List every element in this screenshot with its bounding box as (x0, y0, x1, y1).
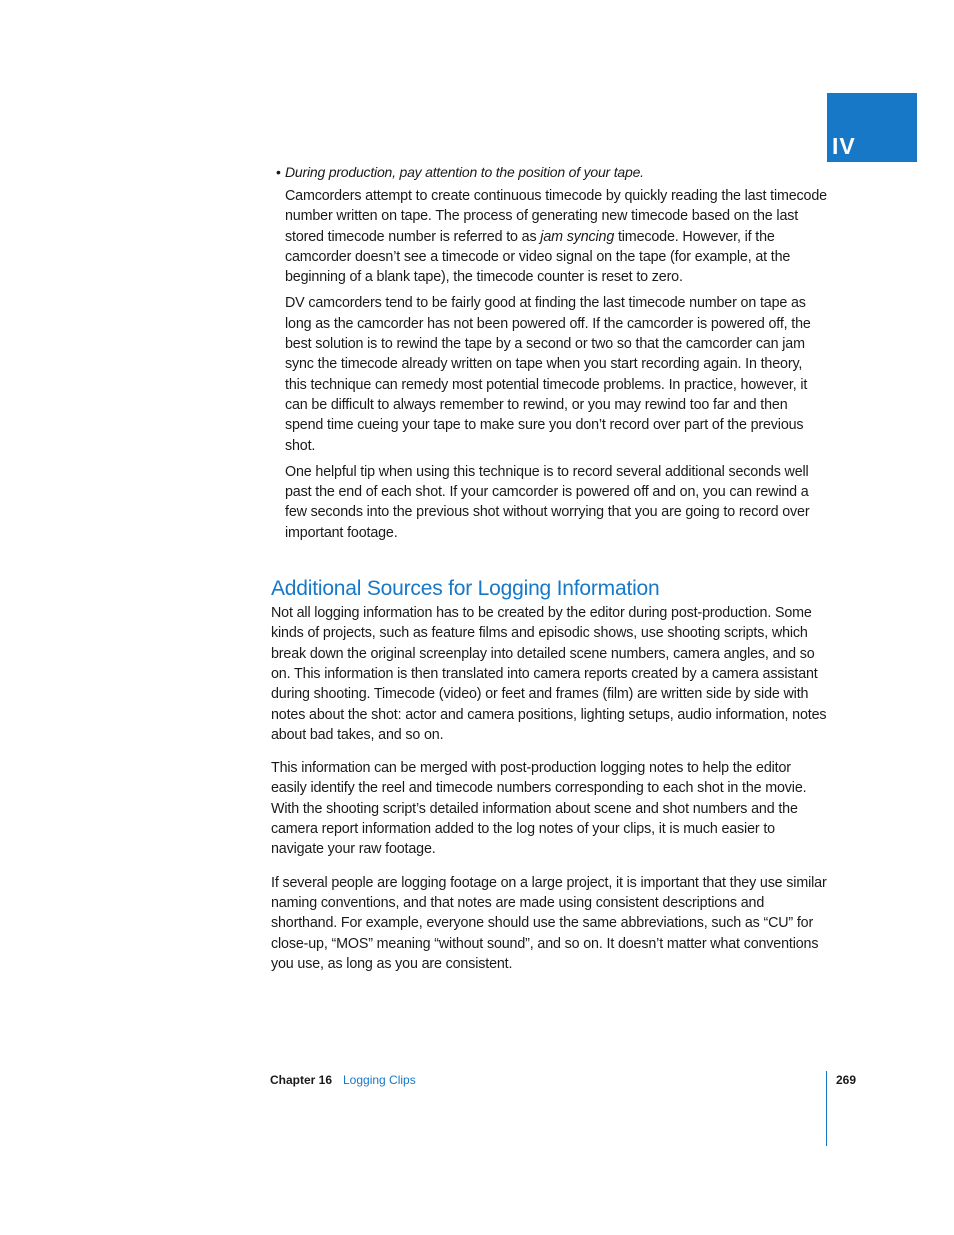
emphasis-term: jam syncing (540, 228, 615, 245)
footer-divider (826, 1071, 827, 1146)
section (271, 577, 827, 974)
bullet-item (271, 162, 827, 543)
bullet-body (285, 186, 827, 543)
bullet-symbol: • (276, 164, 281, 180)
chapter-label: Chapter 16 (270, 1073, 333, 1087)
paragraph-text: Camcorders attempt to create continuous timecode by quickly reading the last timecode number written on tape. The process of generating new timecode based on the last stored timecode number is referred to as (285, 188, 827, 245)
bullet-paragraph-1 (285, 186, 827, 287)
chapter-title-link[interactable]: Logging Clips (343, 1073, 416, 1087)
bullet-heading: During production, pay attention to the position of your tape. (285, 164, 644, 180)
part-tab-label: IV (832, 133, 856, 159)
section-heading: Additional Sources for Logging Information (271, 577, 660, 601)
section-paragraph-1: Not all logging information has to be created by the editor during post-production. Some kinds of projects, such as feature films and episodic shows, use shooting scripts, which break down the original screenplay into detailed scene numbers, camera angles, and so on. This information is then translated into camera reports created by a camera assistant during shooting. Timecode (video) or feet and frames (film) are written side by side with notes about the shot: actor and camera positions, lighting setups, audio information, notes about bad takes, and so on. (271, 605, 827, 743)
paragraph-text: timecode. However, if the camcorder doesn’t see a timecode or video signal on the tape (for example, at the beginning of a blank tape), the timecode counter is reset to zero. (285, 228, 791, 286)
section-paragraph-3: If several people are logging footage on a large project, it is important that they use similar naming conventions, and that notes are made using consistent descriptions and shorthand. For example, everyone should use the same abbreviations, such as “CU” for close-up, “MOS” meaning “without sound”, and so on. It doesn’t matter what conventions you use, as long as you are consistent. (271, 874, 827, 972)
bullet-paragraph-3: One helpful tip when using this technique is to record several additional seconds well past the end of each shot. If your camcorder is powered off and on, you can rewind a few seconds into the previous shot without worrying that you are going to record over important footage. (285, 463, 810, 541)
page-number: 269 (836, 1073, 857, 1087)
bullet-paragraph-2: DV camcorders tend to be fairly good at finding the last timecode number on tape as long as the camcorder has not been powered off. If the camcorder is powered off, the best solution is to rewind the tape by a second or two so that the camcorder can jam sync the timecode already written on tape when you start recording again. In theory, this technique can remedy most potential timecode problems. In practice, however, it can be difficult to always remember to rewind, or you may rewind too far and then spend time cueing your tape to make sure you don’t record over part of the previous shot. (285, 295, 811, 454)
page-content (271, 162, 827, 987)
page-footer (270, 1071, 870, 1091)
part-tab (827, 93, 917, 162)
section-paragraph-2: This information can be merged with post-production logging notes to help the editor easily identify the reel and timecode numbers corresponding to each shot in the movie. With the shooting script’s detailed information about scene and shot numbers and the camera report information added to the log notes of your clips, it is much easier to navigate your raw footage. (271, 760, 807, 858)
